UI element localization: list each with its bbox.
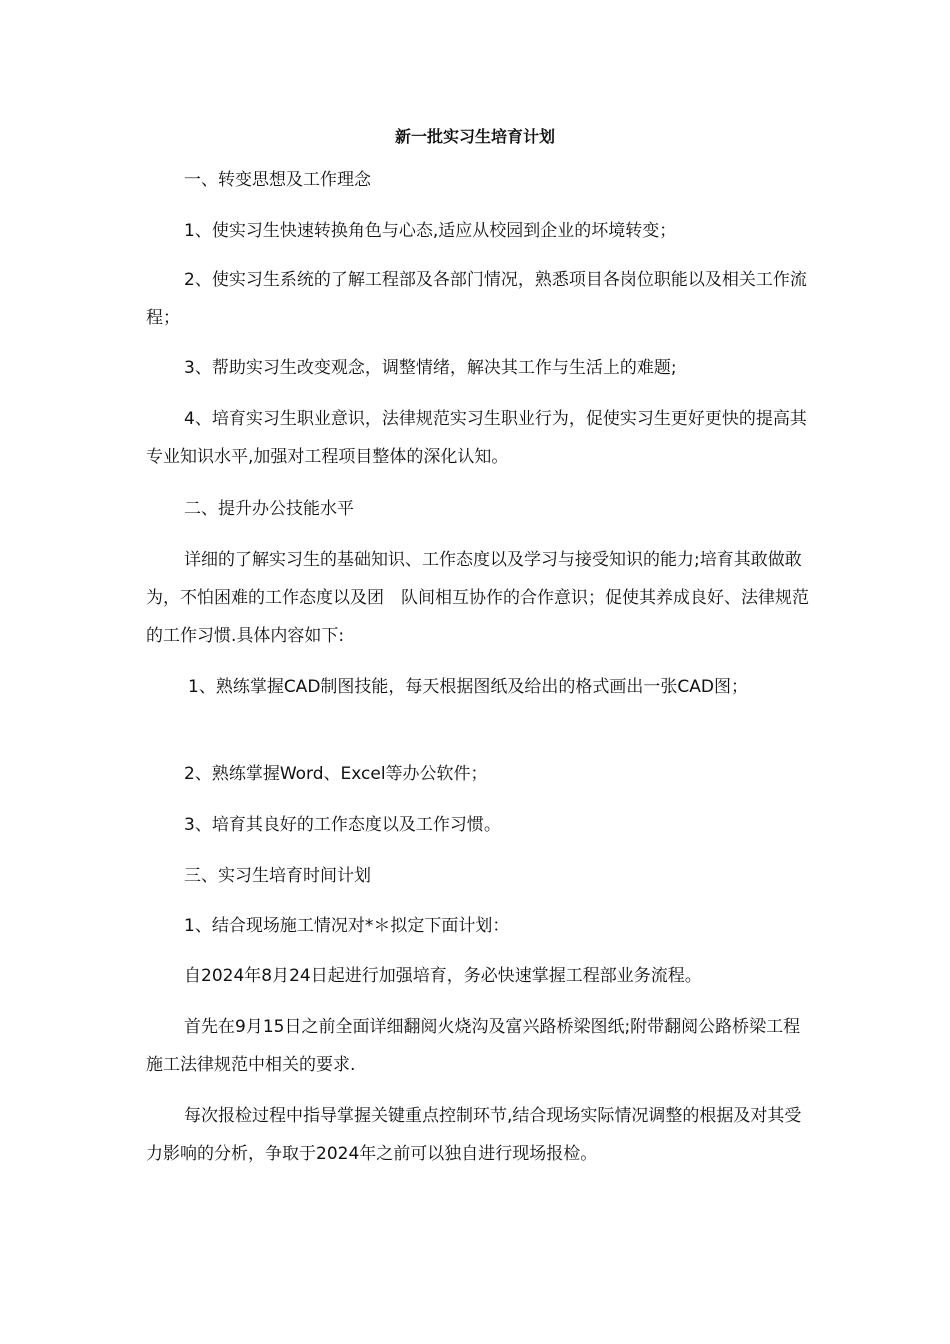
section-heading-1: 一、转变思想及工作理念 [184, 170, 371, 190]
paragraph-3-1: 1、结合现场施工情况对*＊拟定下面计划： [184, 916, 510, 936]
paragraph-1-2: 2、使实习生系统的了解工程部及各部门情况，熟悉项目各岗位职能以及相关工作流程； [146, 270, 807, 328]
paragraph-2-2: 2、熟练掌握Word、Excel等办公软件； [184, 764, 488, 784]
paragraph-3-4: 每次报检过程中指导掌握关键重点控制环节,结合现场实际情况调整的根据及对其受力影响的分析，争取于2024年之前可以独自进行现场报检。 [146, 1106, 802, 1164]
paragraph-2-1: 1、熟练掌握CAD制图技能，每天根据图纸及给出的格式画出一张CAD图； [188, 677, 748, 697]
section-heading-2: 二、提升办公技能水平 [184, 499, 354, 519]
paragraph-2-intro: 详细的了解实习生的基础知识、工作态度以及学习与接受知识的能力;培育其敢做敢为，不怕困难的工作态度以及团 队间相互协作的合作意识；促使其养成良好、法律规范的工作习惯.具体内容如下: [146, 550, 809, 646]
paragraph-3-2: 自2024年8月24日起进行加强培育，务必快速掌握工程部业务流程。 [184, 966, 702, 986]
section-heading-3: 三、实习生培育时间计划 [184, 866, 371, 886]
document-title: 新一批实习生培育计划 [394, 127, 555, 146]
paragraph-1-1: 1、使实习生快速转换角色与心态,适应从校园到企业的坏境转变； [184, 221, 677, 241]
paragraph-2-3: 3、培育其良好的工作态度以及工作习惯。 [184, 815, 501, 835]
paragraph-1-3: 3、帮助实习生改变观念，调整情绪，解决其工作与生活上的难题; [184, 358, 677, 378]
paragraph-1-4: 4、培育实习生职业意识，法律规范实习生职业行为，促使实习生更好更快的提高其专业知识水平,加强对工程项目整体的深化认知。 [146, 409, 807, 467]
paragraph-3-3: 首先在9月15日之前全面详细翻阅火烧沟及富兴路桥梁图纸;附带翻阅公路桥梁工程施工法律规范中相关的要求. [146, 1017, 801, 1075]
